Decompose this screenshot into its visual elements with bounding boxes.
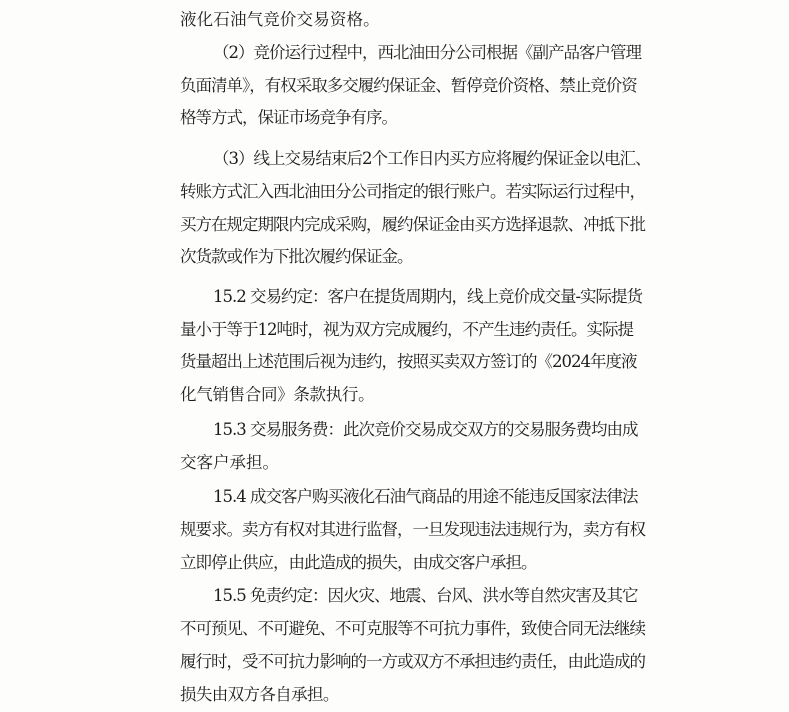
text-line: 次货款或作为下批次履约保证金。	[180, 247, 413, 266]
text-line: 不可预见、不可避免、不可克服等不可抗力事件，致使合同无法继续	[180, 619, 645, 638]
text-line: （3）线上交易结束后2个工作日内买方应将履约保证金以电汇、	[213, 149, 651, 168]
text-line: 负面清单》，有权采取多交履约保证金、暂停竞价资格、禁止竞价资	[180, 76, 637, 95]
text-line: （2）竞价运行过程中，西北油田分公司根据《副产品客户管理	[213, 43, 641, 62]
text-line: 量小于等于12吨时，视为双方完成履约，不产生违约责任。实际提	[180, 320, 633, 339]
text-line: 履行时，受不可抗力影响的一方或双方不承担违约责任，由此造成的	[180, 652, 645, 671]
text-line: 转账方式汇入西北油田分公司指定的银行账户。若实际运行过程中，	[180, 182, 645, 201]
text-line: 损失由双方各自承担。	[180, 685, 339, 704]
text-line: 立即停止供应，由此造成的损失，由成交客户承担。	[180, 553, 537, 572]
text-line: 15.2 交易约定：客户在提货周期内，线上竞价成交量-实际提货	[213, 287, 643, 306]
text-line: 格等方式，保证市场竞争有序。	[180, 108, 397, 127]
text-line: 15.4 成交客户购买液化石油气商品的用途不能违反国家法律法	[213, 487, 638, 506]
text-line: 货量超出上述范围后视为违约，按照买卖双方签订的《2024年度液	[180, 352, 637, 371]
text-line: 15.3 交易服务费：此次竞价交易成交双方的交易服务费均由成	[213, 420, 638, 439]
text-line: 15.5 免责约定：因火灾、地震、台风、洪水等自然灾害及其它	[213, 586, 638, 605]
text-line: 交客户承担。	[180, 453, 279, 472]
text-line: 液化石油气竞价交易资格。	[180, 10, 380, 29]
text-line: 买方在规定期限内完成采购，履约保证金由买方选择退款、冲抵下批	[180, 215, 645, 234]
text-line: 规要求。卖方有权对其进行监督，一旦发现违法违规行为，卖方有权	[180, 520, 645, 539]
text-line: 化气销售合同》条款执行。	[180, 385, 375, 404]
